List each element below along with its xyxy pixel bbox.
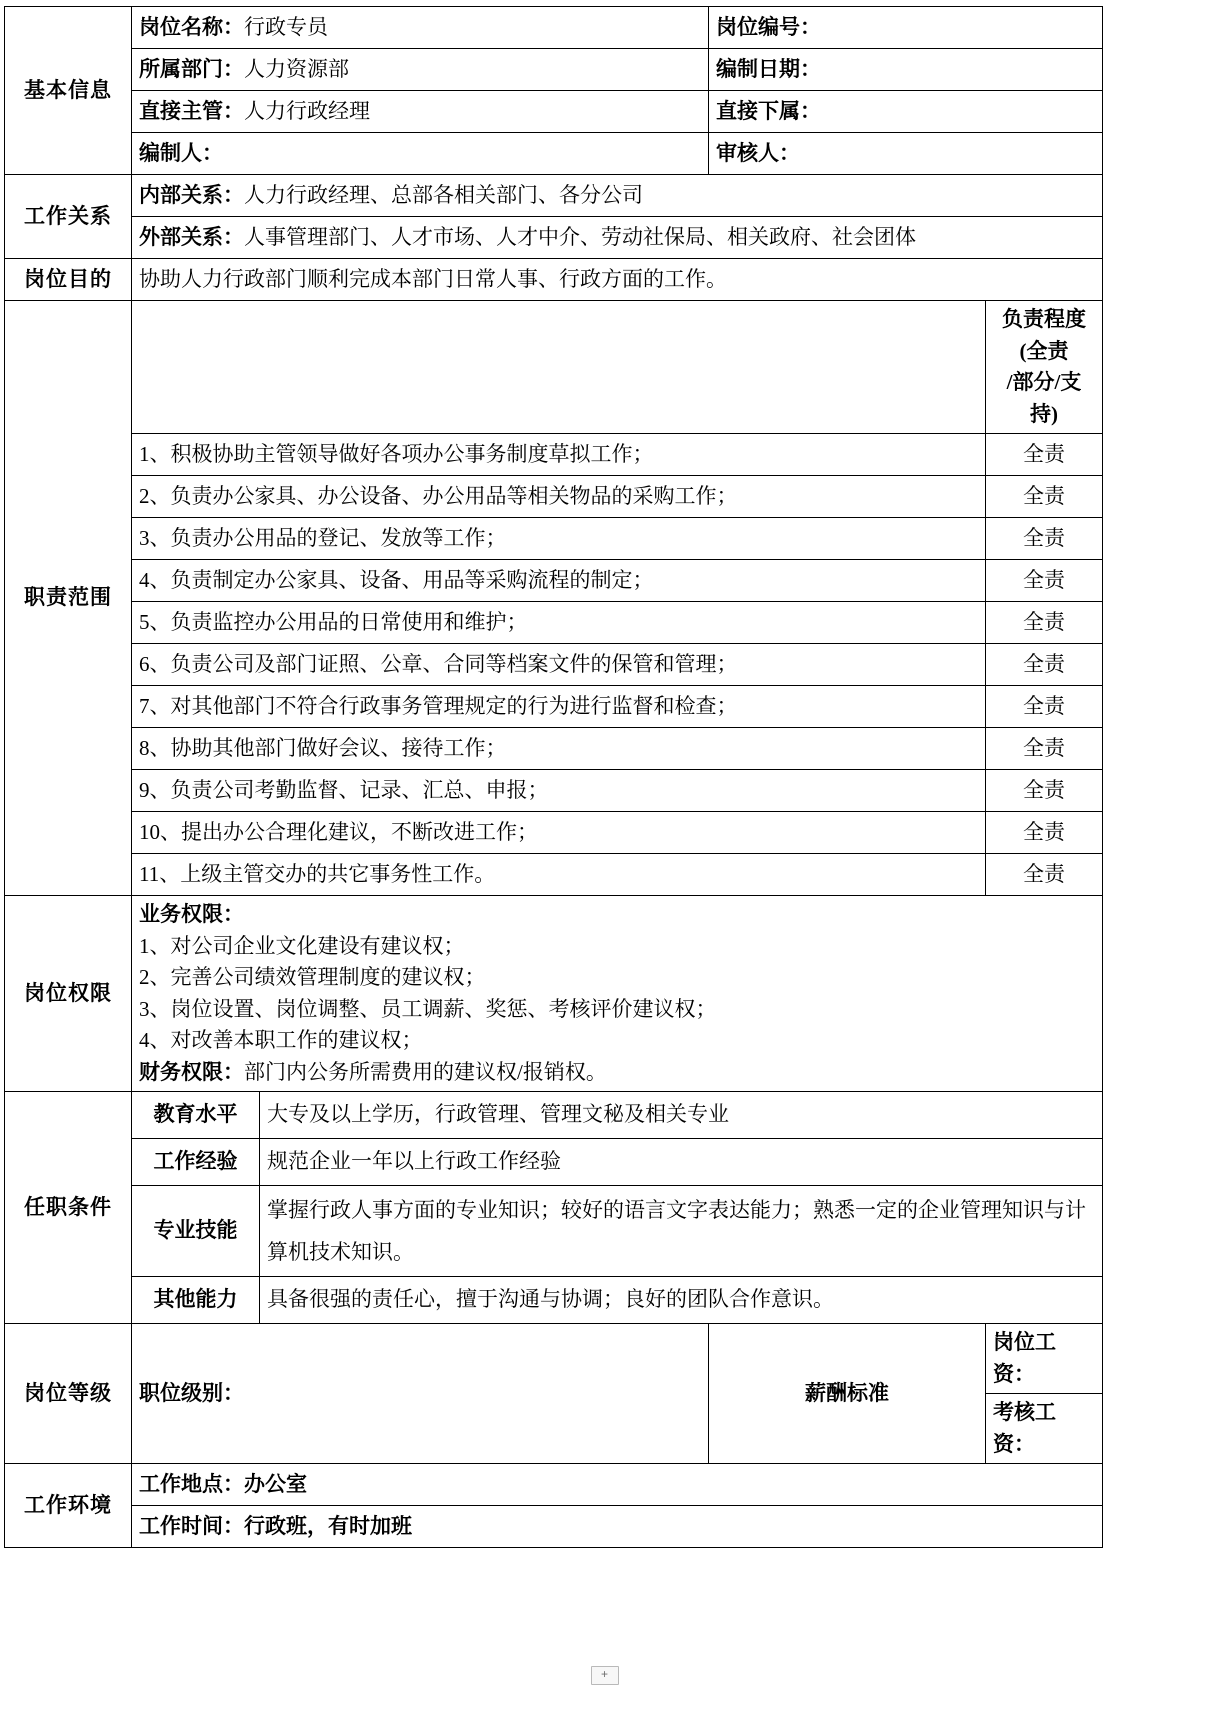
basic-info-cell-preparer [132, 133, 709, 175]
qualification-row-experience [5, 1139, 1103, 1186]
qualification-value-experience[interactable]: 规范企业一年以上行政工作经验 [260, 1139, 1103, 1186]
responsibility-text[interactable]: 11、上级主管交办的共它事务性工作。 [132, 854, 986, 896]
job-purpose-text[interactable]: 协助人力行政部门顺利完成本部门日常人事、行政方面的工作。 [132, 259, 1103, 301]
responsibility-row [5, 644, 1103, 686]
label-prepared-date: 编制日期： [716, 56, 821, 81]
responsibility-row [5, 476, 1103, 518]
responsibility-text[interactable]: 2、负责办公家具、办公设备、办公用品等相关物品的采购工作； [132, 476, 986, 518]
responsibilities-blank-header [132, 301, 986, 434]
responsibilities-degree-header [986, 301, 1103, 434]
work-relations-internal-cell [132, 175, 1103, 217]
responsibility-degree[interactable]: 全责 [986, 812, 1103, 854]
responsibility-text[interactable]: 1、积极协助主管领导做好各项办公事务制度草拟工作； [132, 434, 986, 476]
qualification-value-education[interactable]: 大专及以上学历，行政管理、管理文秘及相关专业 [260, 1092, 1103, 1139]
responsibility-degree[interactable]: 全责 [986, 686, 1103, 728]
qualification-key-skills: 专业技能 [132, 1186, 260, 1277]
work-relations-row-internal [5, 175, 1103, 217]
responsibility-degree[interactable]: 全责 [986, 854, 1103, 896]
section-label-job-purpose: 岗位目的 [5, 259, 132, 301]
work-relations-external-cell [132, 217, 1103, 259]
responsibility-row [5, 854, 1103, 896]
qualification-row-education [5, 1092, 1103, 1139]
qualification-key-other: 其他能力 [132, 1277, 260, 1324]
responsibility-row [5, 560, 1103, 602]
work-relations-row-external [5, 217, 1103, 259]
job-grade-row-1 [5, 1324, 1103, 1394]
authority-content [132, 896, 1103, 1092]
basic-info-row-2 [5, 49, 1103, 91]
label-position-level: 职位级别： [139, 1380, 244, 1405]
responsibility-degree[interactable]: 全责 [986, 476, 1103, 518]
responsibility-degree[interactable]: 全责 [986, 518, 1103, 560]
section-label-job-grade: 岗位等级 [5, 1324, 132, 1464]
work-environment-row-location [5, 1464, 1103, 1506]
job-grade-level-cell [132, 1324, 709, 1464]
qualification-key-experience: 工作经验 [132, 1139, 260, 1186]
salary-row-assessment-wage [986, 1394, 1103, 1464]
qualification-value-other[interactable]: 具备很强的责任心，擅于沟通与协调；良好的团队合作意识。 [260, 1277, 1103, 1324]
basic-info-cell-job-title [132, 7, 709, 49]
responsibility-row [5, 770, 1103, 812]
section-label-responsibilities: 职责范围 [5, 301, 132, 896]
section-label-basic-info: 基本信息 [5, 7, 132, 175]
label-direct-reports: 直接下属： [716, 98, 821, 123]
section-label-qualifications: 任职条件 [5, 1092, 132, 1324]
value-work-location[interactable]: 办公室 [244, 1471, 307, 1496]
responsibility-text[interactable]: 7、对其他部门不符合行政事务管理规定的行为进行监督和检查； [132, 686, 986, 728]
label-assessment-wage: 考核工资： [993, 1400, 1056, 1456]
basic-info-cell-direct-reports [709, 91, 1103, 133]
degree-header-line-1: 负责程度(全责 [1002, 307, 1086, 363]
authority-business-item[interactable]: 4、对改善本职工作的建议权； [139, 1028, 423, 1052]
footer-toolbar [0, 1666, 1209, 1685]
responsibility-degree[interactable]: 全责 [986, 770, 1103, 812]
label-external-relations: 外部关系： [139, 224, 244, 249]
label-reviewer: 审核人： [716, 140, 800, 165]
value-work-time[interactable]: 行政班，有时加班 [244, 1513, 412, 1538]
job-description-table [4, 6, 1103, 1548]
label-preparer: 编制人： [139, 140, 223, 165]
authority-finance-title: 财务权限： [139, 1059, 244, 1084]
qualification-row-skills [5, 1186, 1103, 1277]
work-environment-time-cell [132, 1506, 1103, 1548]
work-environment-row-time [5, 1506, 1103, 1548]
responsibility-row [5, 812, 1103, 854]
label-position-wage: 岗位工资： [993, 1330, 1056, 1386]
work-environment-location-cell [132, 1464, 1103, 1506]
section-label-work-relations: 工作关系 [5, 175, 132, 259]
authority-finance-line [139, 1057, 1095, 1089]
responsibility-text[interactable]: 9、负责公司考勤监督、记录、汇总、申报； [132, 770, 986, 812]
authority-finance-value[interactable]: 部门内公务所需费用的建议权/报销权。 [244, 1059, 607, 1084]
responsibility-degree[interactable]: 全责 [986, 644, 1103, 686]
basic-info-row-4 [5, 133, 1103, 175]
qualification-row-other [5, 1277, 1103, 1324]
degree-header-line-2: /部分/支持) [1006, 370, 1082, 426]
job-purpose-row [5, 259, 1103, 301]
authority-business-item[interactable]: 2、完善公司绩效管理制度的建议权； [139, 965, 486, 989]
label-department: 所属部门： [139, 56, 244, 81]
qualification-key-education: 教育水平 [132, 1092, 260, 1139]
responsibility-text[interactable]: 4、负责制定办公家具、设备、用品等采购流程的制定； [132, 560, 986, 602]
add-page-button[interactable]: + [591, 1666, 619, 1685]
section-label-work-environment: 工作环境 [5, 1464, 132, 1548]
salary-row-position-wage [986, 1324, 1103, 1394]
basic-info-cell-job-code [709, 7, 1103, 49]
label-work-location: 工作地点： [139, 1471, 244, 1496]
responsibility-row [5, 434, 1103, 476]
section-label-authority: 岗位权限 [5, 896, 132, 1092]
responsibility-row [5, 602, 1103, 644]
authority-business-title: 业务权限： [139, 902, 244, 926]
job-description-page [0, 6, 1209, 1681]
responsibility-row [5, 518, 1103, 560]
value-direct-supervisor[interactable]: 人力行政经理 [244, 98, 370, 123]
authority-business-item[interactable]: 3、岗位设置、岗位调整、员工调薪、奖惩、考核评价建议权； [139, 996, 717, 1021]
responsibility-text[interactable]: 8、协助其他部门做好会议、接待工作； [132, 728, 986, 770]
value-job-title[interactable]: 行政专员 [244, 14, 328, 39]
label-work-time: 工作时间： [139, 1513, 244, 1538]
label-direct-supervisor: 直接主管： [139, 98, 244, 123]
label-job-title: 岗位名称： [139, 14, 244, 39]
responsibility-degree[interactable]: 全责 [986, 602, 1103, 644]
authority-row [5, 896, 1103, 1092]
basic-info-row-3 [5, 91, 1103, 133]
responsibility-row [5, 728, 1103, 770]
responsibility-text[interactable]: 5、负责监控办公用品的日常使用和维护； [132, 602, 986, 644]
value-department[interactable]: 人力资源部 [244, 56, 349, 81]
responsibility-degree[interactable]: 全责 [986, 434, 1103, 476]
basic-info-row-1 [5, 7, 1103, 49]
basic-info-cell-prepared-date [709, 49, 1103, 91]
label-job-code: 岗位编号： [716, 14, 821, 39]
value-internal-relations[interactable]: 人力行政经理、总部各相关部门、各分公司 [244, 182, 643, 207]
basic-info-cell-direct-supervisor [132, 91, 709, 133]
responsibility-text[interactable]: 6、负责公司及部门证照、公章、合同等档案文件的保管和管理； [132, 644, 986, 686]
authority-business-item[interactable]: 1、对公司企业文化建设有建议权； [139, 933, 465, 958]
responsibility-text[interactable]: 3、负责办公用品的登记、发放等工作； [132, 518, 986, 560]
label-internal-relations: 内部关系： [139, 182, 244, 207]
responsibilities-header-row [5, 301, 1103, 434]
responsibility-row [5, 686, 1103, 728]
value-external-relations[interactable]: 人事管理部门、人才市场、人才中介、劳动社保局、相关政府、社会团体 [244, 224, 916, 249]
basic-info-cell-department [132, 49, 709, 91]
responsibility-text[interactable]: 10、提出办公合理化建议，不断改进工作； [132, 812, 986, 854]
responsibility-degree[interactable]: 全责 [986, 560, 1103, 602]
responsibility-degree[interactable]: 全责 [986, 728, 1103, 770]
salary-standard-label: 薪酬标准 [709, 1324, 986, 1464]
qualification-value-skills[interactable]: 掌握行政人事方面的专业知识；较好的语言文字表达能力；熟悉一定的企业管理知识与计算机技术知识。 [260, 1186, 1103, 1277]
basic-info-cell-reviewer [709, 133, 1103, 175]
